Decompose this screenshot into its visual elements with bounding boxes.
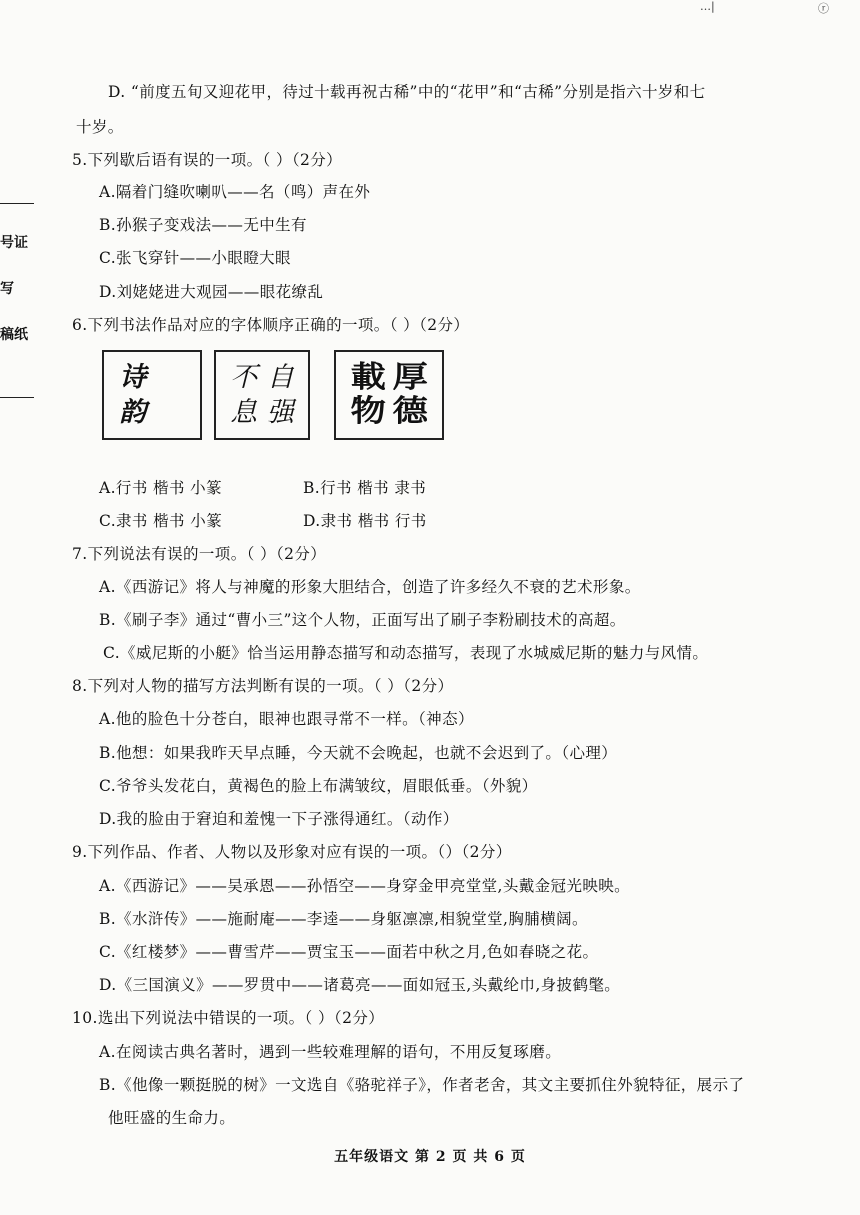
calligraphy-char: 不 xyxy=(230,362,258,394)
question-7-option-c: C.《威尼斯的小艇》恰当运用静态描写和动态描写，表现了水城威尼斯的魅力与风情。 xyxy=(103,644,709,662)
calligraphy-char: 厚 xyxy=(392,360,428,394)
calligraphy-sample-2 xyxy=(214,350,310,440)
question-8: 8.下列对人物的描写方法判断有误的一项。（ ）（2分） xyxy=(72,677,454,695)
question-7-option-a: A.《西游记》将人与神魔的形象大胆结合，创造了许多经久不衰的艺术形象。 xyxy=(99,578,641,596)
question-5-option-a: A.隔着门缝吹喇叭——名（鸣）声在外 xyxy=(99,183,371,201)
question-9: 9.下列作品、作者、人物以及形象对应有误的一项。（）（2分） xyxy=(72,843,512,861)
calligraphy-char: 自 xyxy=(266,362,294,394)
question-5-option-b: B.孙猴子变戏法——无中生有 xyxy=(99,216,307,234)
question-10-option-b-cont: 他旺盛的生命力。 xyxy=(108,1109,236,1127)
question-6-option-a: A.行书 楷书 小篆 xyxy=(99,479,222,497)
question-6-option-c: C.隶书 楷书 小篆 xyxy=(99,512,223,530)
margin-rule xyxy=(0,397,34,398)
calligraphy-char: 强 xyxy=(266,396,294,428)
margin-label: 写 xyxy=(0,281,14,297)
calligraphy-sample-3 xyxy=(334,350,444,440)
question-9-option-b: B.《水浒传》——施耐庵——李逵——身躯凛凛,相貌堂堂,胸脯横阔。 xyxy=(99,910,588,928)
calligraphy-char: 物 xyxy=(350,395,386,429)
question-7: 7.下列说法有误的一项。（ ）（2分） xyxy=(72,545,327,563)
margin-label: 号证 xyxy=(0,235,28,251)
question-8-option-d: D.我的脸由于窘迫和羞愧一下子涨得通红。（动作） xyxy=(99,810,459,828)
top-scan-mark: ⓡ xyxy=(818,2,829,15)
question-10-option-a: A.在阅读古典名著时，遇到一些较难理解的语句，不用反复琢磨。 xyxy=(99,1043,562,1061)
question-4-option-d-cont: 十岁。 xyxy=(76,118,124,136)
question-10-option-b: B.《他像一颗挺脱的树》一文选自《骆驼祥子》，作者老舍，其文主要抓住外貌特征，展示了 xyxy=(99,1076,745,1094)
calligraphy-char: 韵 xyxy=(119,396,147,428)
calligraphy-sample-1 xyxy=(102,350,202,440)
page-footer: 五年级语文 第 2 页 共 6 页 xyxy=(334,1149,526,1165)
question-9-option-a: A.《西游记》——吴承恩——孙悟空——身穿金甲亮堂堂,头戴金冠光映映。 xyxy=(99,877,631,895)
calligraphy-char: 載 xyxy=(350,360,386,394)
calligraphy-char: 德 xyxy=(392,395,428,429)
margin-label: 稿纸 xyxy=(0,327,28,343)
question-5-option-d: D.刘姥姥进大观园——眼花缭乱 xyxy=(99,283,324,301)
question-4-option-d: D. “前度五旬又迎花甲，待过十载再祝古稀”中的“花甲”和“古稀”分别是指六十岁和七 xyxy=(108,83,706,101)
calligraphy-char xyxy=(152,361,190,395)
question-5: 5.下列歇后语有误的一项。（ ）（2分） xyxy=(72,151,343,169)
question-8-option-c: C.爷爷头发花白，黄褐色的脸上布满皱纹，眉眼低垂。（外貌） xyxy=(99,777,538,795)
question-6: 6.下列书法作品对应的字体顺序正确的一项。（ ）（2分） xyxy=(72,316,470,334)
question-5-option-c: C.张飞穿针——小眼瞪大眼 xyxy=(99,249,291,267)
question-6-option-d: D.隶书 楷书 行书 xyxy=(303,512,427,530)
question-9-option-c: C.《红楼梦》——曹雪芹——贾宝玉——面若中秋之月,色如春晓之花。 xyxy=(99,943,599,961)
margin-rule xyxy=(0,203,34,204)
question-6-option-b: B.行书 楷书 隶书 xyxy=(303,479,427,497)
calligraphy-char xyxy=(152,395,190,429)
calligraphy-char: 诗 xyxy=(119,362,147,394)
question-9-option-d: D.《三国演义》——罗贯中——诸葛亮——面如冠玉,头戴纶巾,身披鹤氅。 xyxy=(99,976,621,994)
top-scan-mark: …| xyxy=(700,0,715,13)
question-10: 10.选出下列说法中错误的一项。（ ）（2分） xyxy=(72,1009,385,1027)
question-8-option-a: A.他的脸色十分苍白，眼神也跟寻常不一样。（神态） xyxy=(99,710,474,728)
calligraphy-char: 息 xyxy=(230,396,258,428)
question-8-option-b: B.他想：如果我昨天早点睡，今天就不会晚起，也就不会迟到了。（心理） xyxy=(99,744,618,762)
question-7-option-b: B.《刷子李》通过“曹小三”这个人物，正面写出了刷子李粉刷技术的高超。 xyxy=(99,611,626,629)
